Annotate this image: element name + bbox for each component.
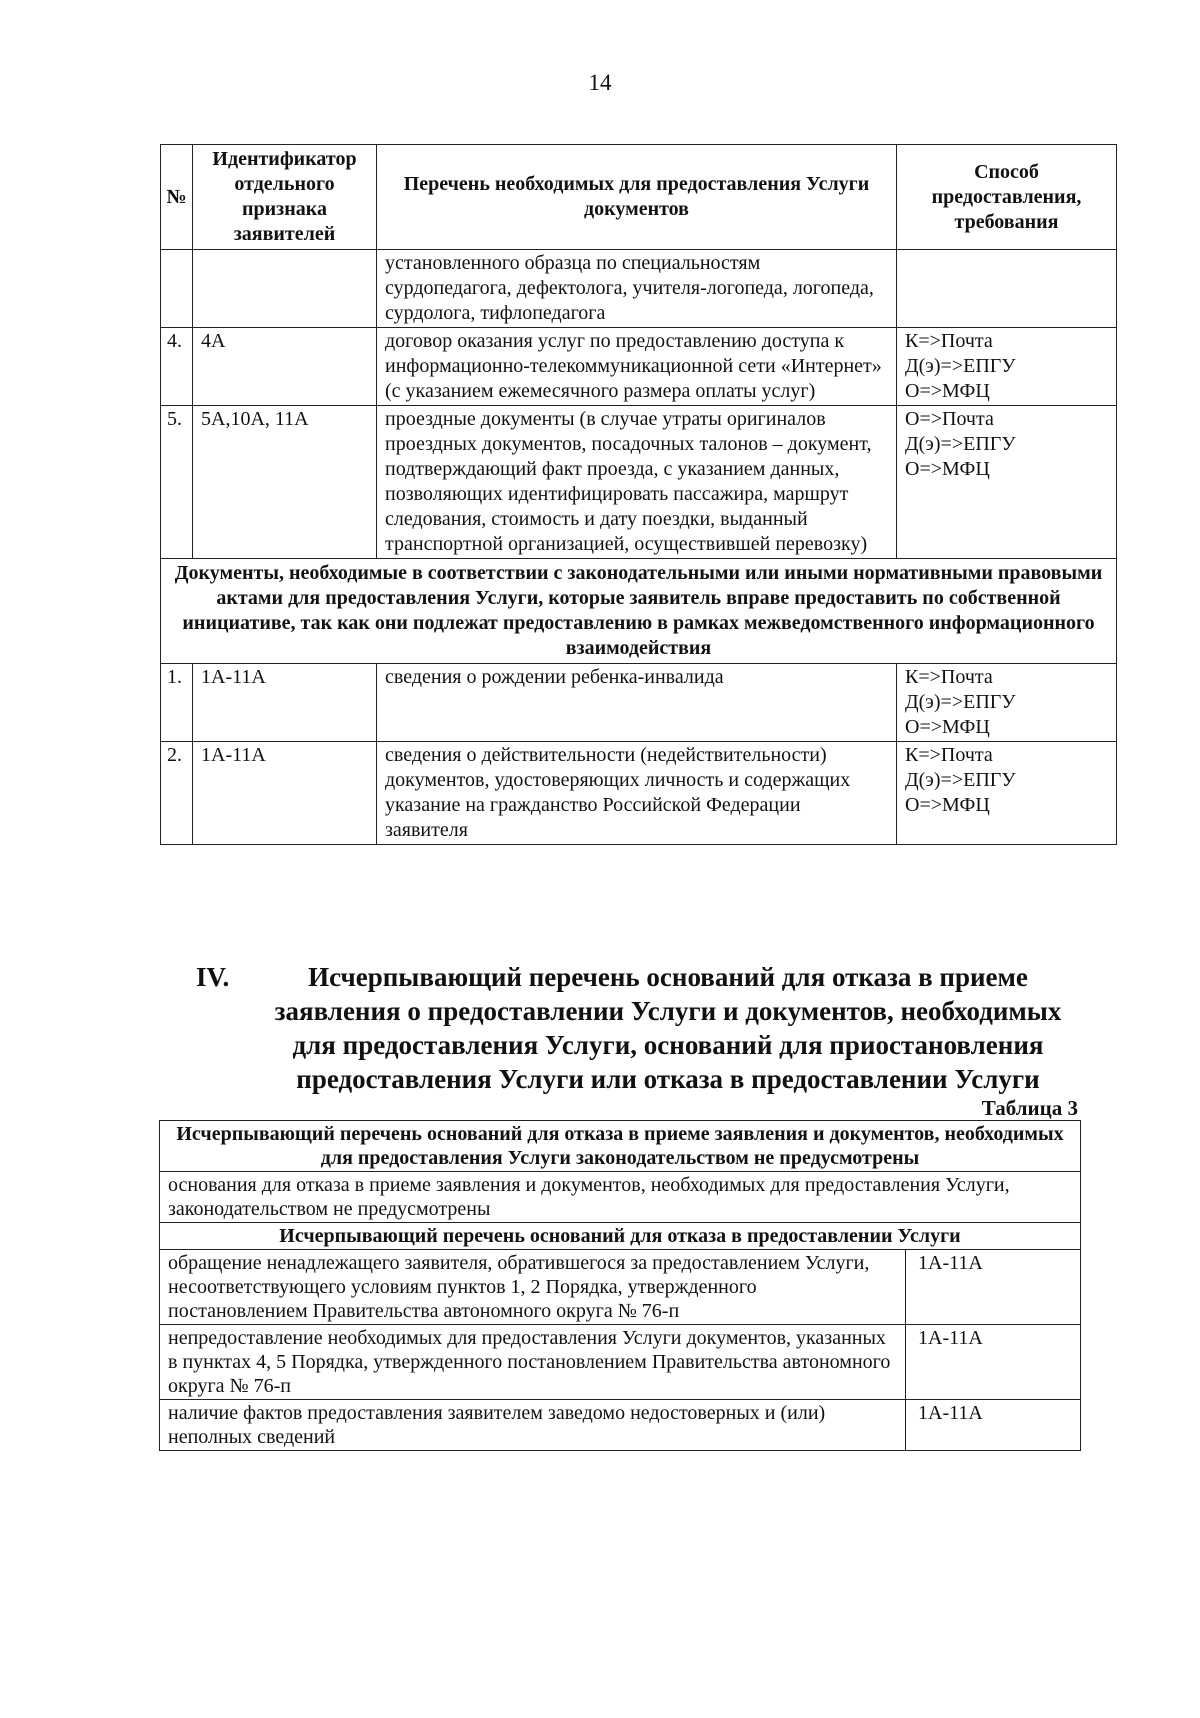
row-document: установленного образца по специальностям сурдопедагога, дефектолога, учителя-логопеда, логопеда, сурдолога, тифлопедагога: [377, 250, 897, 328]
row-text: непредоставление необходимых для предоставления Услуги документов, указанных в пунктах 4, 5 Порядка, утвержденного постановлением Правительства автономного округа № 76-п: [160, 1325, 906, 1400]
row-text: наличие фактов предоставления заявителем заведомо недостоверных и (или) неполных сведений: [160, 1400, 906, 1451]
row-document: сведения о рождении ребенка-инвалида: [377, 664, 897, 742]
table-row: [160, 1325, 1081, 1400]
row-method: [897, 250, 1117, 328]
method-line: К=>Почта: [905, 744, 993, 766]
table-row: [161, 406, 1117, 559]
header-num: №: [161, 145, 193, 250]
row-num: 5.: [161, 406, 193, 559]
table-row: [161, 250, 1117, 328]
method-line: К=>Почта: [905, 666, 993, 688]
method-line: О=>МФЦ: [905, 716, 990, 738]
table-header-row: [160, 1223, 1081, 1250]
table-row: [160, 1172, 1081, 1223]
header-identifier: Идентификатор отдельного признака заявителей: [193, 145, 377, 250]
row-text: основания для отказа в приеме заявления и документов, необходимых для предоставления Услуги, законодательством не предусмотрены: [160, 1172, 1081, 1223]
method-line: О=>МФЦ: [905, 458, 990, 480]
section-4-heading: [196, 960, 1076, 1096]
method-line: О=>Почта: [905, 408, 994, 430]
section-title: Документы, необходимые в соответствии с законодательными или иными нормативными правовыми актами для предоставления Услуги, которые заявитель вправе предоставить по собственной инициативе, так как они подлежат предоставлению в рамках межведомственного информационного взаимодействия: [161, 559, 1117, 664]
table-row: [161, 664, 1117, 742]
documents-table: [160, 144, 1117, 845]
row-identifier: 1А-11А: [193, 664, 377, 742]
row-text: обращение ненадлежащего заявителя, обратившегося за предоставлением Услуги, несоответствующего условиям пунктов 1, 2 Порядка, утвержденного постановлением Правительства автономного округа № 76-п: [160, 1250, 906, 1325]
refusal-grounds-table: [159, 1120, 1081, 1451]
row-code: 1А-11А: [906, 1250, 1081, 1325]
row-code: 1А-11А: [906, 1400, 1081, 1451]
method-line: Д(э)=>ЕПГУ: [905, 691, 1016, 713]
row-identifier: 5А,10А, 11А: [193, 406, 377, 559]
row-document: сведения о действительности (недействительности) документов, удостоверяющих личность и содержащих указание на гражданство Российской Федерации заявителя: [377, 742, 897, 845]
page-number: 14: [588, 70, 612, 95]
row-num: 1.: [161, 664, 193, 742]
table-row: [160, 1400, 1081, 1451]
section-numeral: IV.: [196, 962, 230, 992]
table-header-row: [161, 145, 1117, 250]
table-header-row: [160, 1121, 1081, 1172]
row-num: 2.: [161, 742, 193, 845]
row-num: [161, 250, 193, 328]
section-title: Исчерпывающий перечень оснований для отказа в приеме заявления о предоставлении Услуги и документов, необходимых для предоставления Услуги, оснований для приостановления предоставления Услуги или отказа в предоставлении Услуги: [274, 962, 1062, 1094]
row-identifier: 1А-11А: [193, 742, 377, 845]
table-row: [161, 328, 1117, 406]
row-num: 4.: [161, 328, 193, 406]
row-method: [897, 328, 1117, 406]
table-3-header-1: Исчерпывающий перечень оснований для отказа в приеме заявления и документов, необходимых для предоставления Услуги законодательством не предусмотрены: [160, 1121, 1081, 1172]
row-method: [897, 406, 1117, 559]
row-identifier: [193, 250, 377, 328]
table-row: [161, 742, 1117, 845]
method-line: О=>МФЦ: [905, 794, 990, 816]
method-line: Д(э)=>ЕПГУ: [905, 433, 1016, 455]
table-row: [160, 1250, 1081, 1325]
section-row: [161, 559, 1117, 664]
method-line: К=>Почта: [905, 330, 993, 352]
method-line: О=>МФЦ: [905, 380, 990, 402]
row-document: проездные документы (в случае утраты оригиналов проездных документов, посадочных талонов – документ, подтверждающий факт проезда, с указанием данных, позволяющих идентифицировать пассажира, маршрут следования, стоимость и дату поездки, выданный транспортной организацией, осуществившей перевозку): [377, 406, 897, 559]
row-method: [897, 664, 1117, 742]
row-document: договор оказания услуг по предоставлению доступа к информационно-телекоммуникационной сети «Интернет» (с указанием ежемесячного размера оплаты услуг): [377, 328, 897, 406]
row-method: [897, 742, 1117, 845]
table-3-label: Таблица 3: [981, 1096, 1078, 1120]
row-identifier: 4А: [193, 328, 377, 406]
method-line: Д(э)=>ЕПГУ: [905, 769, 1016, 791]
method-line: Д(э)=>ЕПГУ: [905, 355, 1016, 377]
row-code: 1А-11А: [906, 1325, 1081, 1400]
table-3-header-2: Исчерпывающий перечень оснований для отказа в предоставлении Услуги: [160, 1223, 1081, 1250]
header-documents: Перечень необходимых для предоставления Услуги документов: [377, 145, 897, 250]
header-method: Способ предоставления, требования: [897, 145, 1117, 250]
